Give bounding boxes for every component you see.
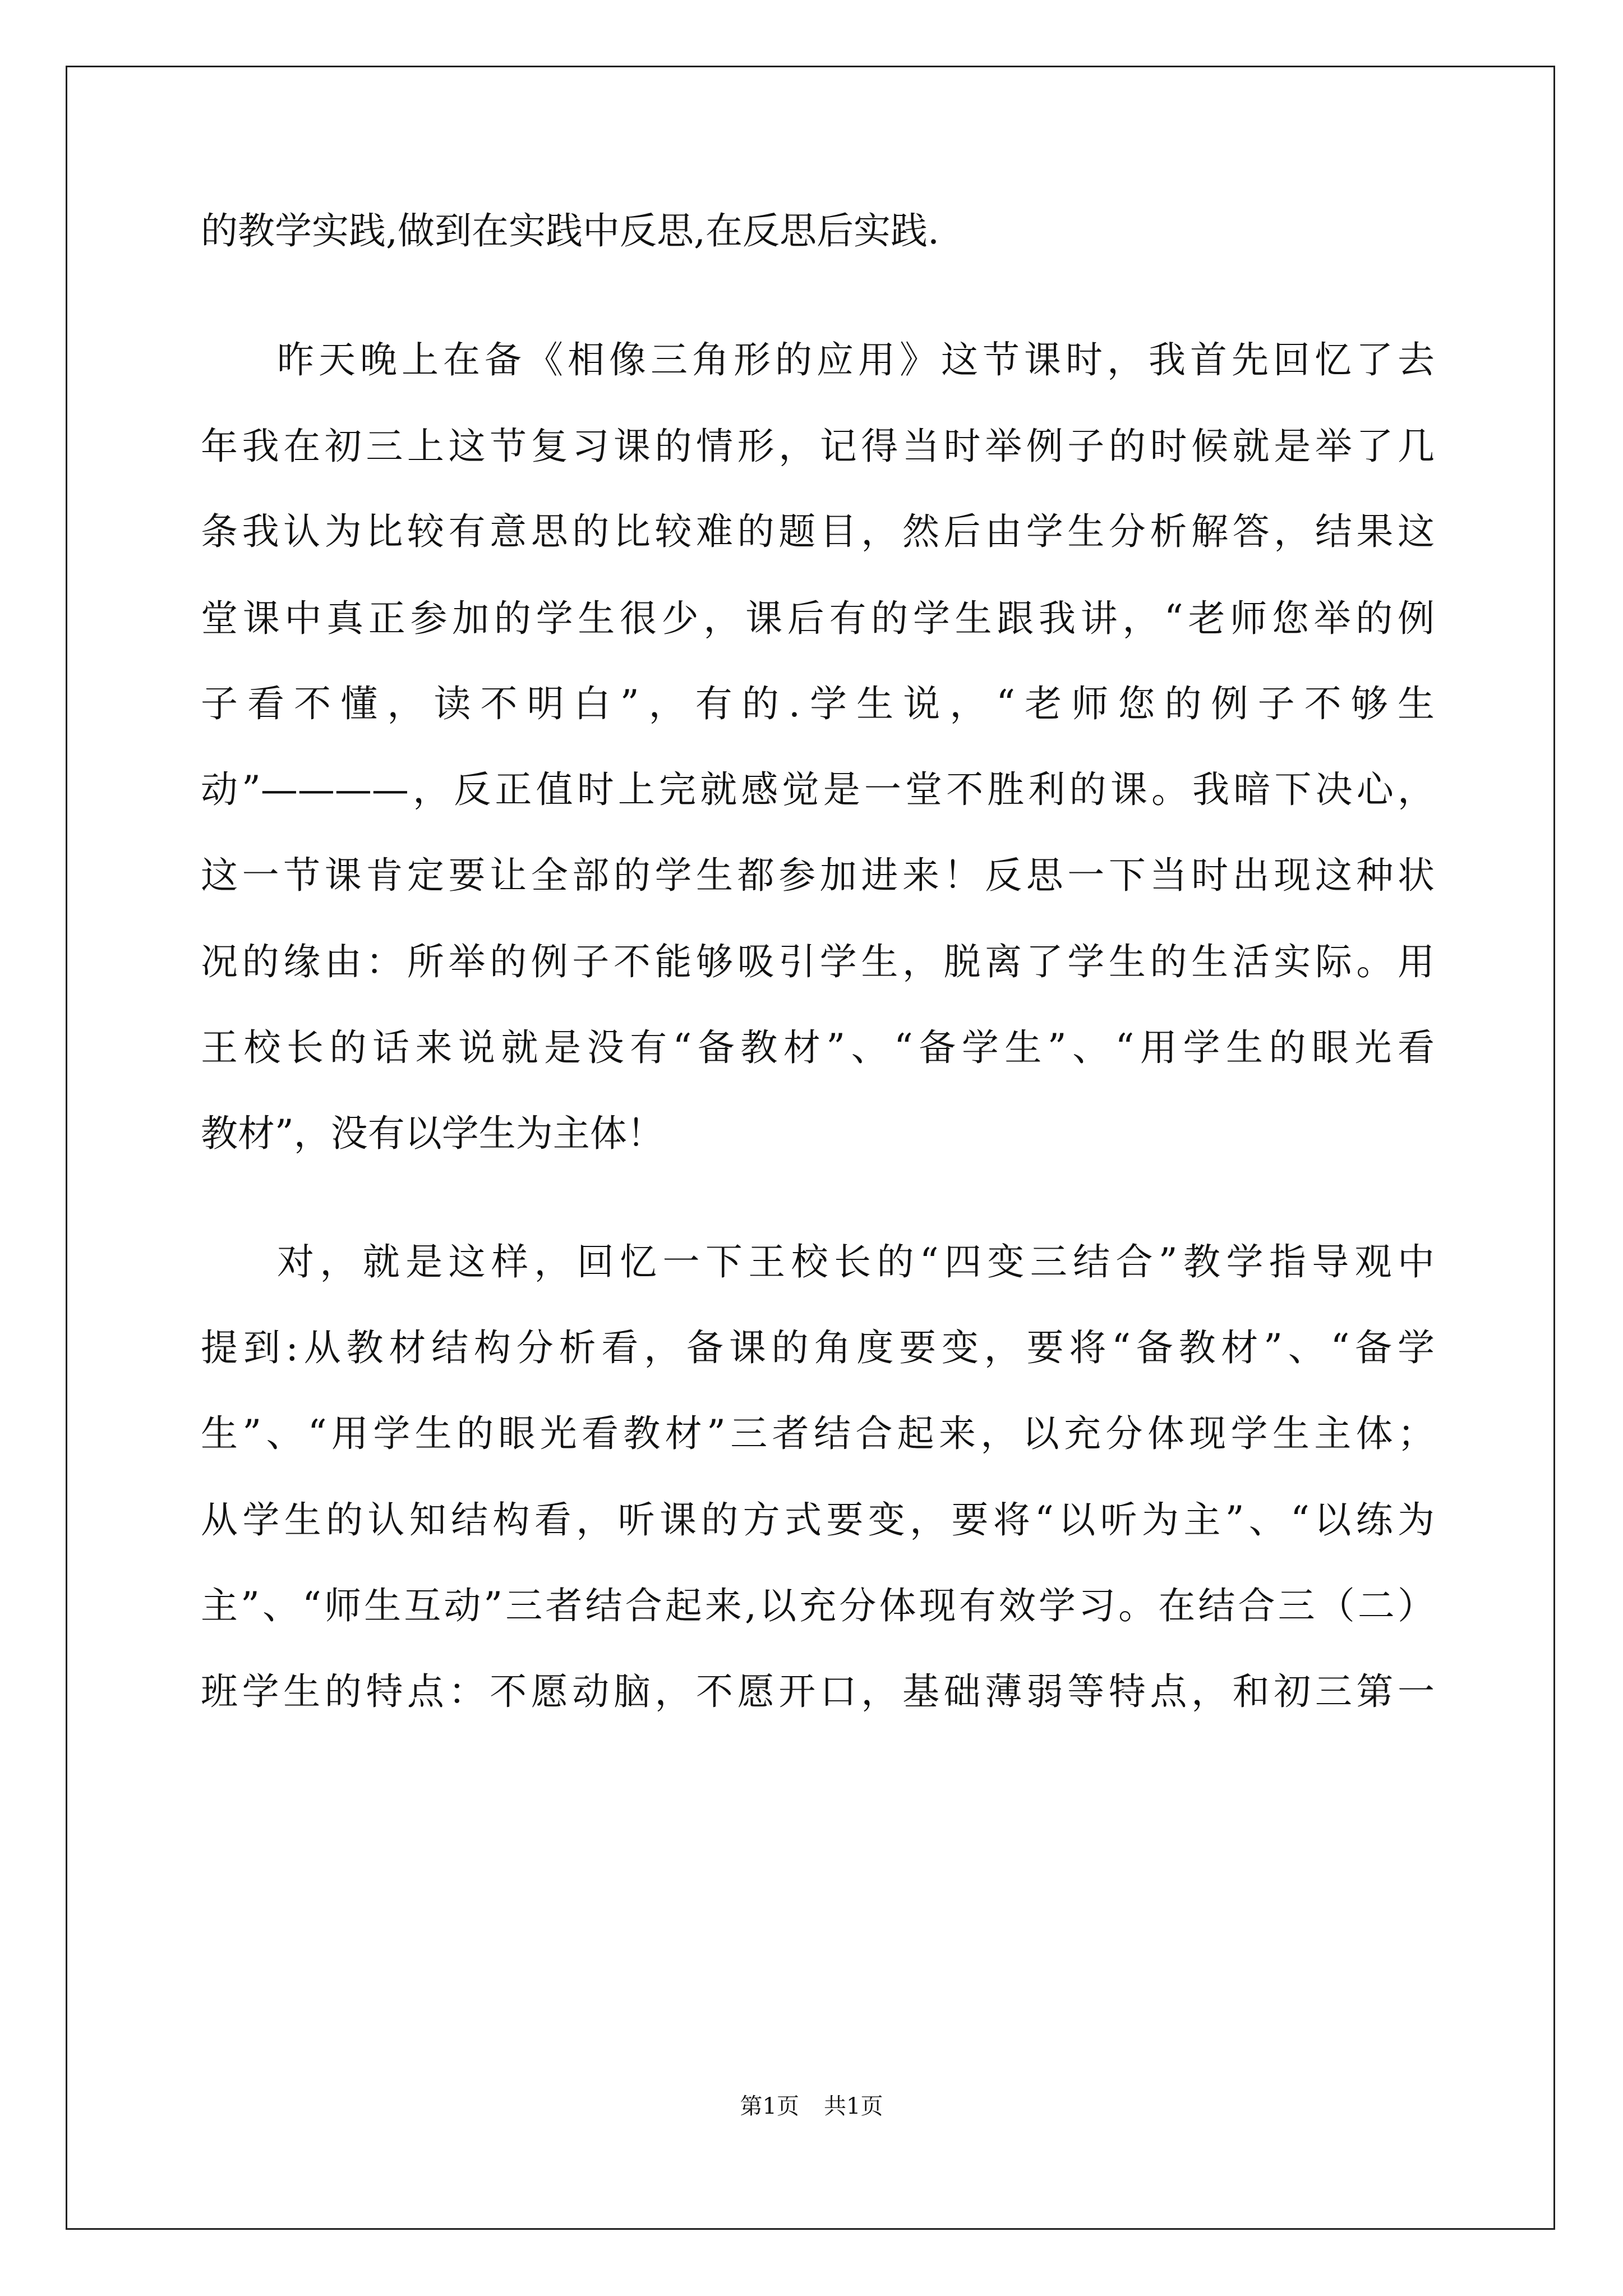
text-line-2: 昨天晚上在备《相像三角形的应用》这节课时，我首先回忆了去	[277, 338, 1435, 381]
text-line-11: 教材”，没有以学生为主体！	[201, 1112, 664, 1155]
text-line-7: 动”————，反正值时上完就感觉是一堂不胜利的课。我暗下决心，	[201, 768, 1435, 811]
text-line-12: 对，就是这样，回忆一下王校长的“四变三结合”教学指导观中	[277, 1240, 1435, 1283]
text-line-1: 的教学实践,做到在实践中反思,在反思后实践.	[201, 209, 939, 252]
page-total: 共1页	[824, 2093, 883, 2119]
text-line-16: 主”、“师生互动”三者结合起来,以充分体现有效学习。在结合三（二）	[201, 1584, 1435, 1627]
text-line-4: 条我认为比较有意思的比较难的题目，然后由学生分析解答，结果这	[201, 510, 1435, 553]
text-line-17: 班学生的特点：不愿动脑，不愿开口，基础薄弱等特点，和初三第一	[201, 1670, 1435, 1713]
text-line-5: 堂课中真正参加的学生很少，课后有的学生跟我讲，“老师您举的例	[201, 597, 1435, 640]
text-line-3: 年我在初三上这节复习课的情形，记得当时举例子的时候就是举了几	[201, 425, 1435, 468]
text-line-15: 从学生的认知结构看，听课的方式要变，要将“以听为主”、“以练为	[201, 1498, 1435, 1542]
page-number: 第1页	[740, 2093, 799, 2119]
text-line-14: 生”、“用学生的眼光看教材”三者结合起来，以充分体现学生主体；	[201, 1412, 1435, 1455]
text-line-9: 况的缘由：所举的例子不能够吸引学生，脱离了学生的生活实际。用	[201, 940, 1435, 983]
text-line-8: 这一节课肯定要让全部的学生都参加进来！反思一下当时出现这种状	[201, 854, 1435, 897]
text-line-10: 王校长的话来说就是没有“备教材”、“备学生”、“用学生的眼光看	[201, 1026, 1435, 1069]
page-footer	[0, 2090, 1623, 2123]
text-line-13: 提到:从教材结构分析看，备课的角度要变，要将“备教材”、“备学	[201, 1326, 1435, 1369]
text-line-6: 子看不懂，读不明白”，有的.学生说，“老师您的例子不够生	[201, 682, 1435, 725]
